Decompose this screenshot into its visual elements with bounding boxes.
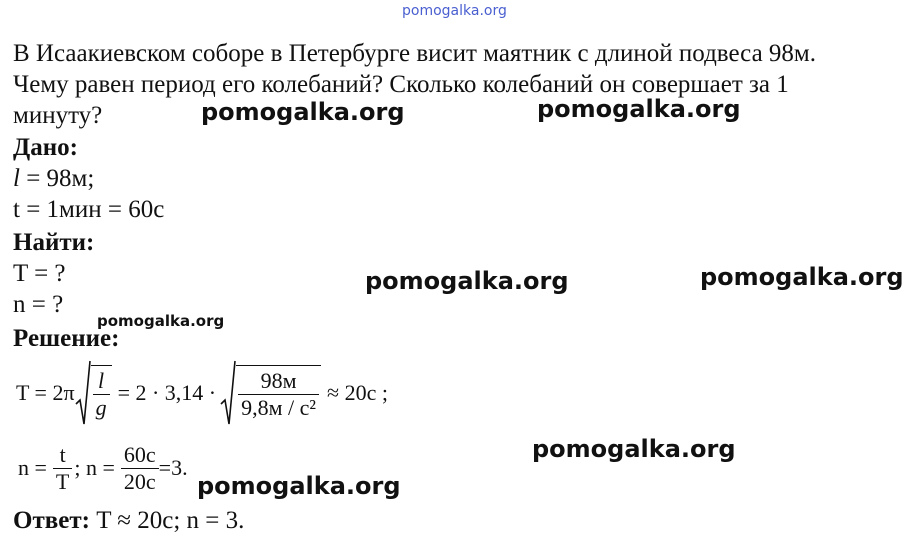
watermark-4: pomogalka.org (700, 263, 904, 291)
frac-l: l (98, 368, 105, 393)
length-value: = 98м; (19, 165, 95, 192)
watermark-top: pomogalka.org (402, 3, 507, 19)
find-period: T = ? (13, 260, 66, 287)
solution-heading: Решение: (13, 325, 120, 352)
frac-t: t (59, 441, 66, 467)
watermark-3: pomogalka.org (365, 267, 569, 295)
sqrt-l-over-g (75, 360, 112, 426)
answer-line (13, 505, 244, 536)
watermark-7: pomogalka.org (197, 472, 401, 500)
formula-count-mid: ; n = (74, 455, 115, 480)
given-length (13, 163, 94, 194)
length-symbol: l (13, 165, 20, 192)
formula-count-end: =3. (158, 455, 188, 480)
answer-text: T ≈ 20с; n = 3. (89, 507, 245, 534)
formula-period-start: T = 2π (16, 380, 75, 405)
frac-g: g (95, 395, 107, 420)
watermark-5: pomogalka.org (97, 312, 225, 330)
find-heading: Найти: (13, 229, 95, 256)
find-count: n = ? (13, 291, 64, 318)
frac-20s: 20с (123, 468, 156, 494)
problem-line-3: минуту? (13, 102, 103, 129)
formula-period-end: ≈ 20с ; (327, 380, 388, 405)
frac-60s: 60с (123, 441, 156, 467)
formula-count (18, 437, 188, 499)
frac-T: T (55, 468, 70, 494)
formula-count-start: n = (18, 455, 47, 480)
radical-sign-icon (220, 360, 236, 426)
answer-label: Ответ: (13, 507, 90, 534)
problem-line-1: В Исаакиевском соборе в Петербурге висит маятник с длиной подвеса 98м. (13, 40, 817, 67)
given-heading: Дано: (13, 134, 78, 161)
formula-period-mid: = 2 · 3,14 · (117, 380, 217, 405)
problem-line-2: Чему равен период его колебаний? Сколько колебаний он совершает за 1 (13, 71, 789, 98)
frac-9-8: 9,8м / с² (241, 395, 317, 420)
watermark-2: pomogalka.org (537, 95, 741, 123)
watermark-1: pomogalka.org (201, 98, 405, 126)
sqrt-numeric (220, 360, 321, 426)
frac-98m: 98м (260, 368, 297, 393)
radical-sign-icon (75, 360, 91, 426)
given-time: t = 1мин = 60с (13, 196, 165, 223)
watermark-6: pomogalka.org (532, 435, 736, 463)
formula-period (16, 352, 388, 434)
